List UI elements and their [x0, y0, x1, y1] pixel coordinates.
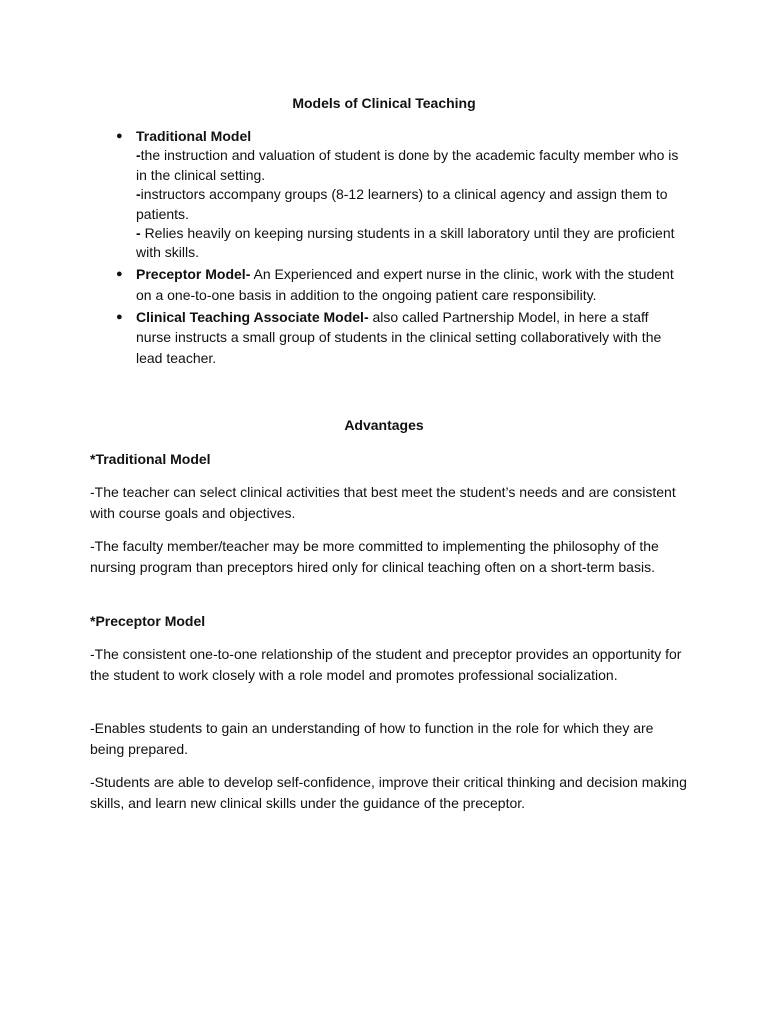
model-name: Preceptor Model-: [136, 265, 251, 282]
model-name: Clinical Teaching Associate Model-: [136, 308, 369, 325]
bullet-icon: ●: [116, 130, 123, 142]
bullet-icon: ●: [116, 267, 123, 280]
list-item-traditional-model: [112, 127, 682, 263]
paragraph: -Enables students to gain an understanding of how to function in the role for which they are being prepared.: [90, 720, 654, 757]
section-heading-preceptor: *Preceptor Model: [90, 613, 206, 629]
paragraph: -Students are able to develop self-confidence, improve their critical thinking and decision making skills, and learn new clinical skills under the guidance of the preceptor.: [90, 774, 687, 811]
model-name: Traditional Model: [136, 128, 252, 144]
models-list: [112, 127, 682, 369]
advantages-heading: Advantages: [344, 417, 424, 433]
model-description: An Experienced and expert nurse in the clinic, work with the student on a one-to-one basis in addition to the ongoing patient care responsibility.: [136, 265, 674, 303]
bullet-icon: ●: [116, 310, 123, 323]
model-detail-line: -instructors accompany groups (8-12 learners) to a clinical agency and assign them to patients.: [136, 186, 668, 222]
paragraph: -The teacher can select clinical activities that best meet the student’s needs and are consistent with course goals and objectives.: [90, 484, 676, 521]
list-item-preceptor-model: [112, 264, 682, 306]
model-detail-line: -the instruction and valuation of student is done by the academic faculty member who is in the clinical setting.: [136, 147, 679, 183]
section-heading-traditional: *Traditional Model: [90, 451, 211, 467]
paragraph: -The faculty member/teacher may be more committed to implementing the philosophy of the nursing program than preceptors hired only for clinical teaching often on a short-term basis.: [90, 538, 659, 575]
page-title: Models of Clinical Teaching: [292, 95, 476, 111]
model-detail-line: - Relies heavily on keeping nursing students in a skill laboratory until they are proficient with skills.: [136, 225, 675, 261]
list-item-clinical-teaching-associate-model: [112, 307, 682, 369]
paragraph: -The consistent one-to-one relationship of the student and preceptor provides an opportunity for the student to work closely with a role model and promotes professional socialization.: [90, 646, 682, 683]
model-description: also called Partnership Model, in here a staff nurse instructs a small group of students in the clinical setting collaboratively with the lead teacher.: [136, 308, 662, 366]
